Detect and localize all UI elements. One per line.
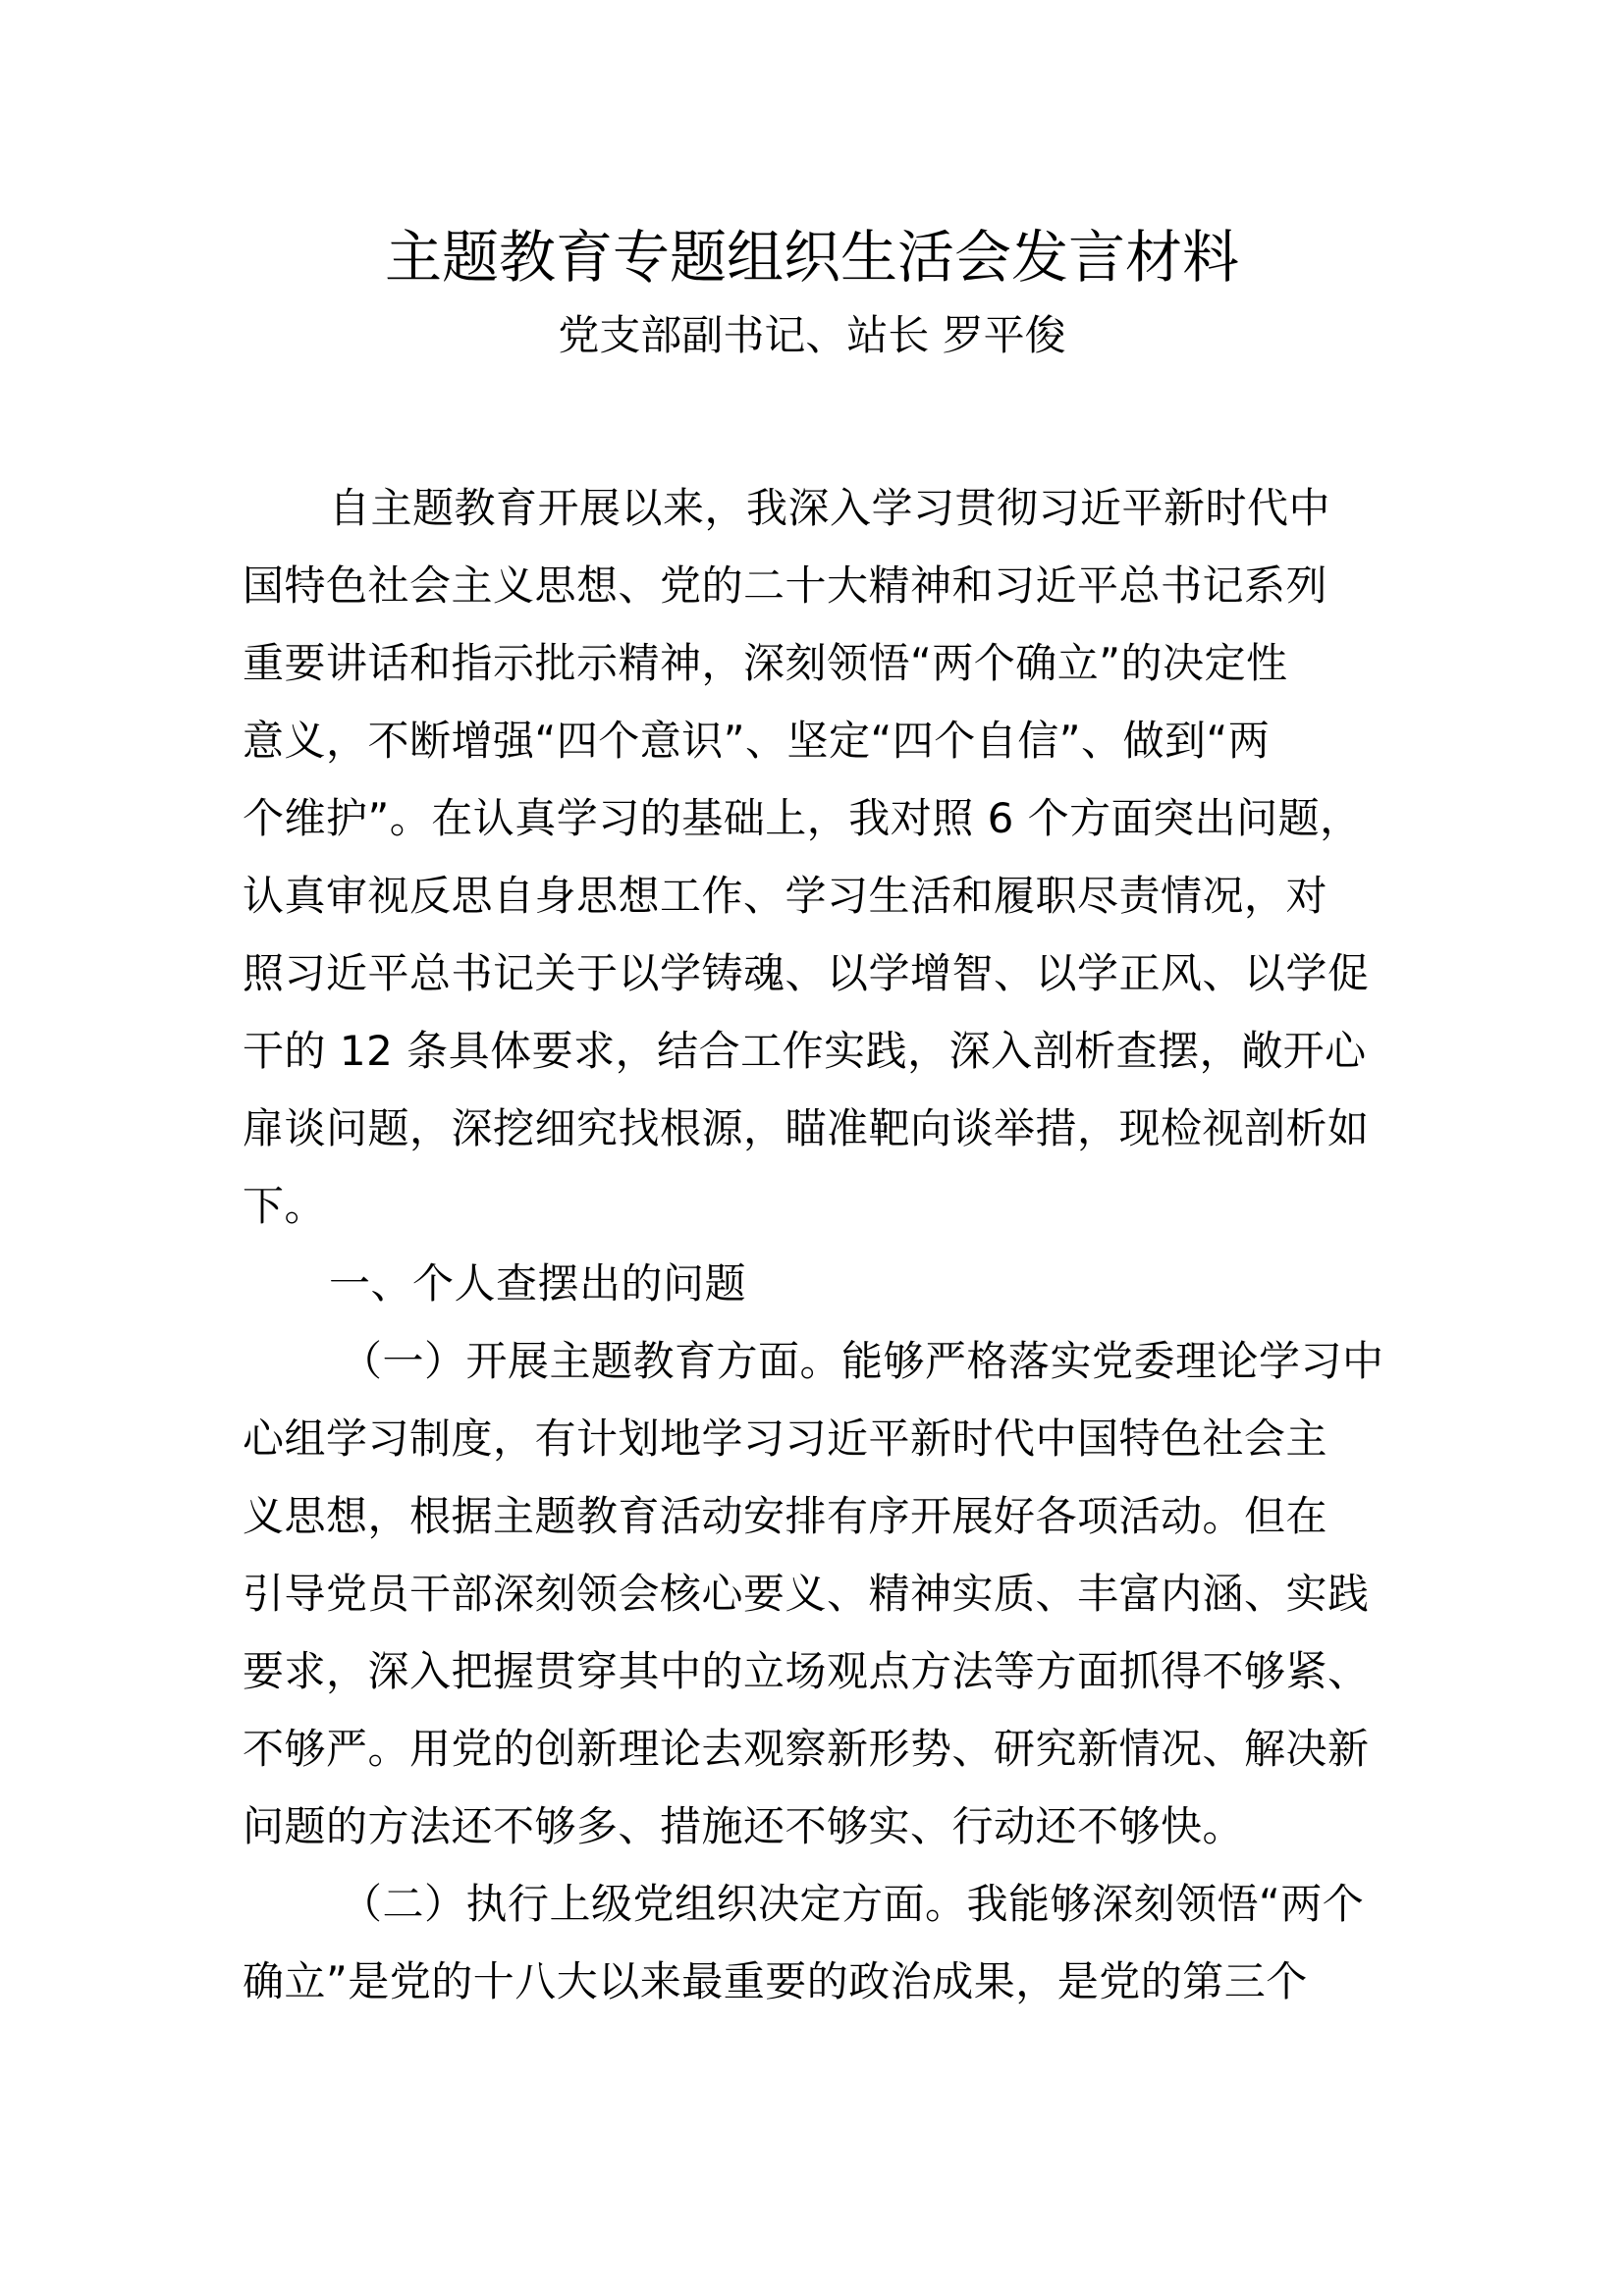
subsection-1-line: 义思想，根据主题教育活动安排有序开展好各项活动。但在 [243,1492,1328,1540]
subsection-1-line: （一）开展主题教育方面。能够严格落实党委理论学习中 [341,1337,1384,1385]
paragraph-intro-line: 自主题教育开展以来，我深入学习贯彻习近平新时代中 [329,484,1331,532]
paragraph-intro-line: 照习近平总书记关于以学铸魂、以学增智、以学正风、以学促 [243,949,1370,997]
subsection-1-line: 引导党员干部深刻领会核心要义、精神实质、丰富内涵、实践 [243,1570,1370,1618]
paragraph-intro-line: 意义，不断增强“四个意识”、坚定“四个自信”、做到“两 [243,717,1271,765]
paragraph-intro-line: 认真审视反思自身思想工作、学习生活和履职尽责情况，对 [243,872,1328,920]
paragraph-intro-line: 扉谈问题，深挖细究找根源，瞄准靶向谈举措，现检视剖析如 [243,1104,1370,1152]
paragraph-intro-line: 个维护”。在认真学习的基础上，我对照 6 个方面突出问题， [243,794,1362,842]
subsection-1-line: 问题的方法还不够多、措施还不够实、行动还不够快。 [243,1802,1245,1850]
subsection-1-line: 不够严。用党的创新理论去观察新形势、研究新情况、解决新 [243,1725,1370,1773]
subsection-2-line: （二）执行上级党组织决定方面。我能够深刻领悟“两个 [341,1880,1365,1928]
subsection-1-line: 心组学习制度，有计划地学习习近平新时代中国特色社会主 [243,1415,1328,1463]
subsection-1-line: 要求，深入把握贯穿其中的立场观点方法等方面抓得不够紧、 [243,1647,1370,1695]
paragraph-intro-line: 下。 [243,1182,327,1230]
section-heading: 一、个人查摆出的问题 [329,1259,747,1308]
paragraph-intro-line: 重要讲话和指示批示精神，深刻领悟“两个确立”的决定性 [243,639,1288,687]
document-author-line: 党支部副书记、站长 罗平俊 [558,311,1066,359]
paragraph-intro-line: 干的 12 条具体要求，结合工作实践，深入剖析查摆，敞开心 [243,1027,1367,1075]
document-body [243,469,1401,2020]
paragraph-intro-line: 国特色社会主义思想、党的二十大精神和习近平总书记系列 [243,561,1328,610]
document-title: 主题教育专题组织生活会发言材料 [384,224,1239,291]
subsection-2-line: 确立”是党的十八大以来最重要的政治成果，是党的第三个 [243,1957,1308,2005]
